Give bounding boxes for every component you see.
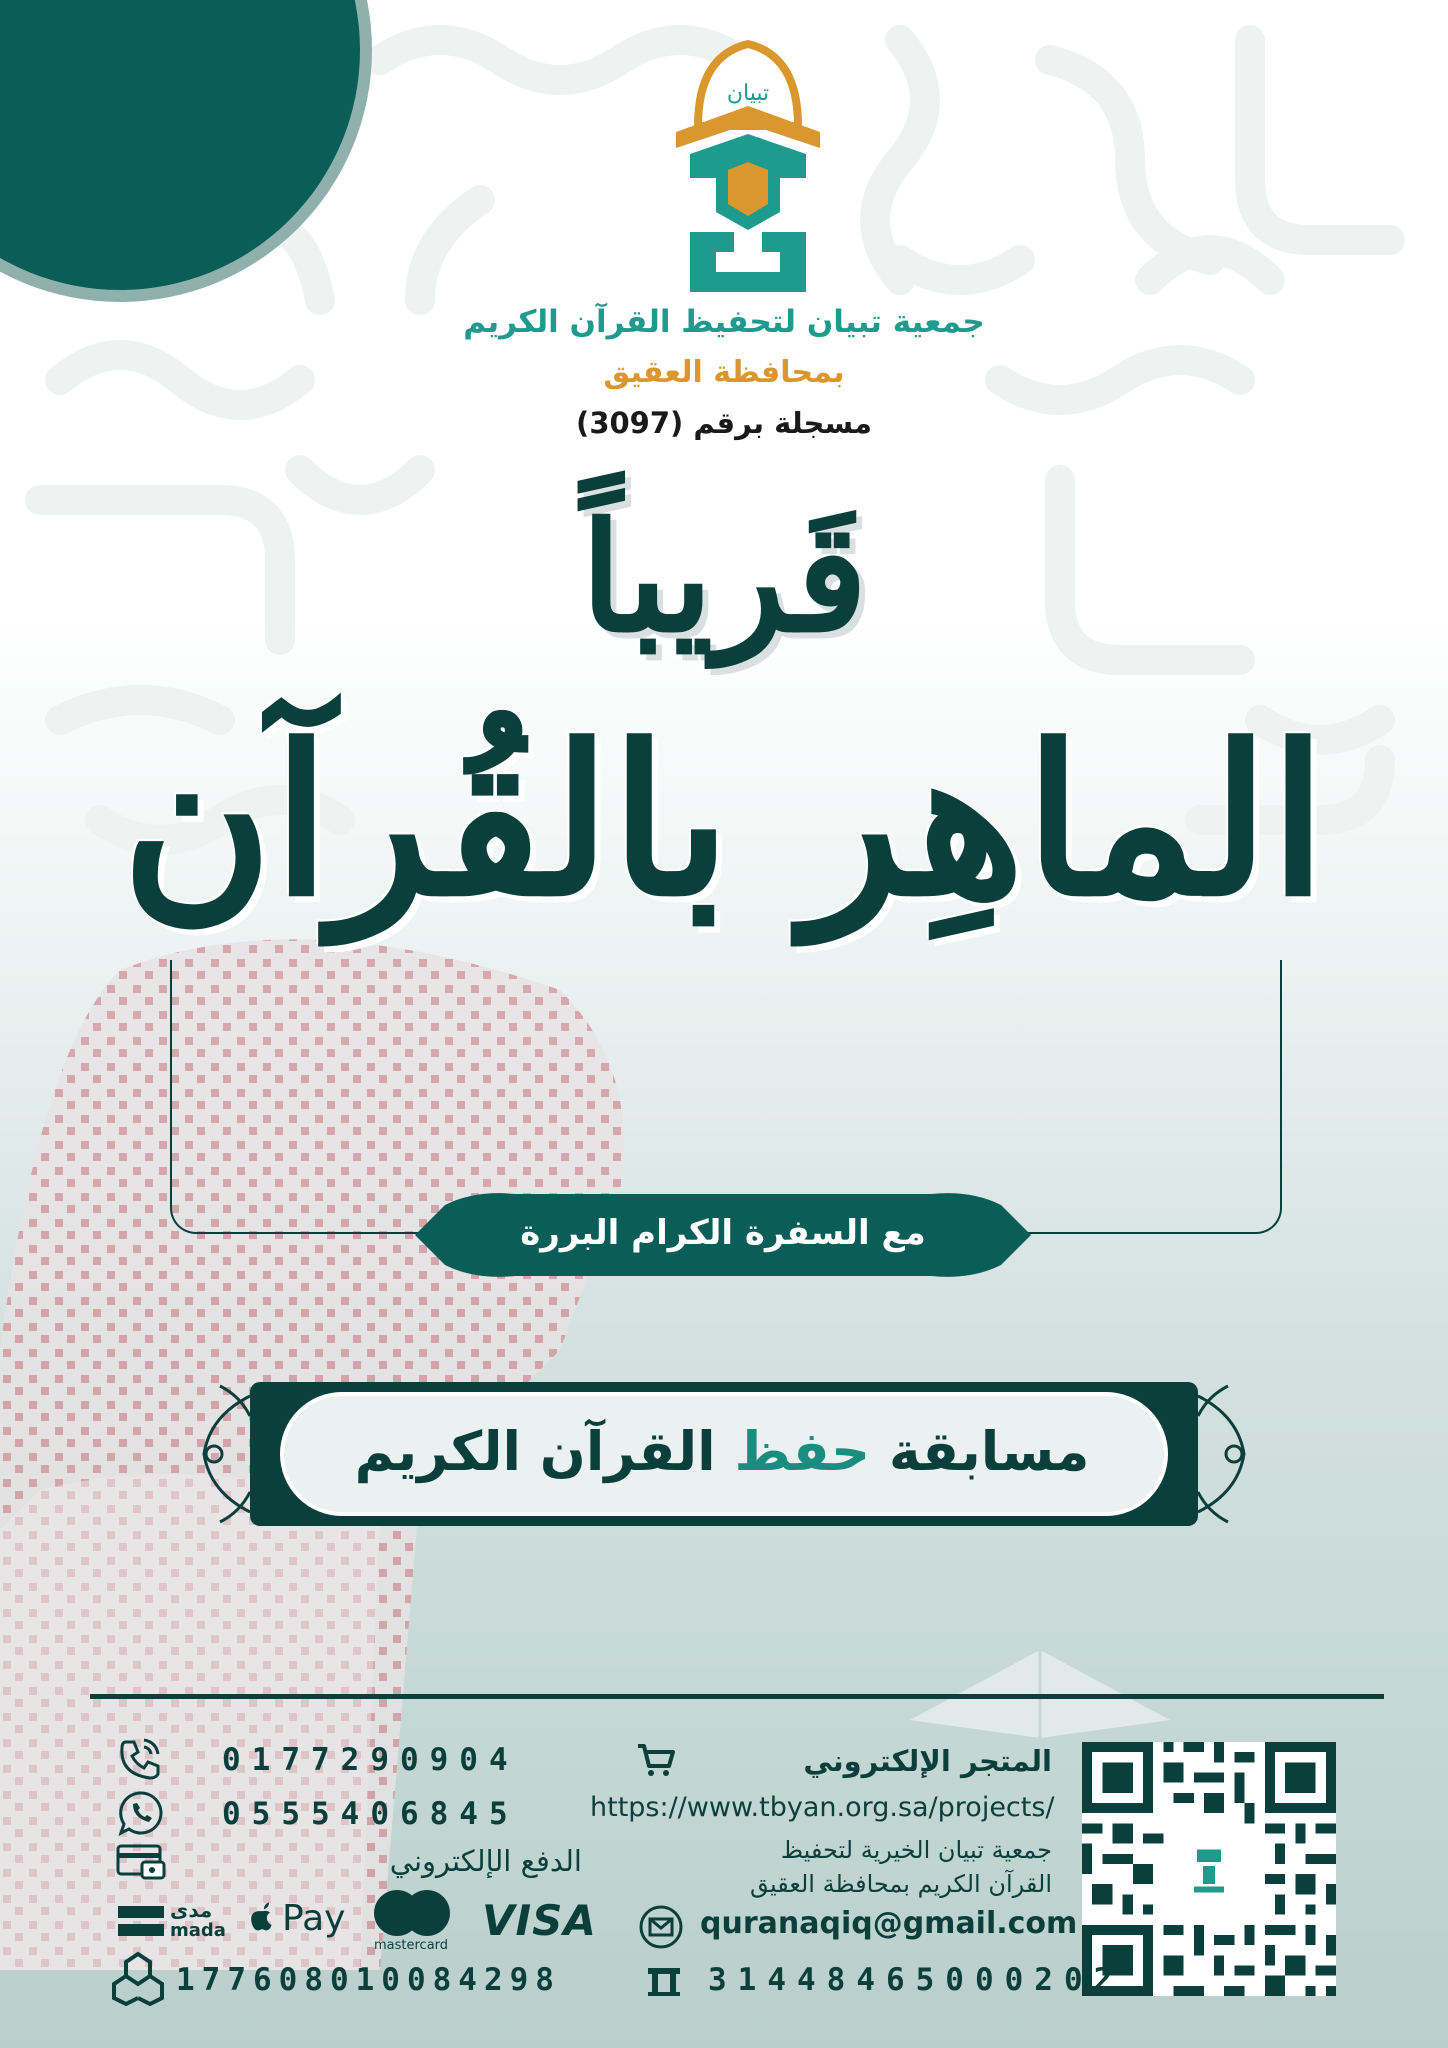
apple-pay-label: Pay <box>282 1898 346 1939</box>
mastercard-label: mastercard <box>374 1938 449 1953</box>
whatsapp-icon <box>118 1790 164 1836</box>
competition-rest: القرآن الكريم <box>354 1420 716 1483</box>
email-icon <box>638 1904 684 1950</box>
card-icon <box>116 1844 166 1880</box>
apple-icon <box>250 1902 276 1934</box>
store-url[interactable]: https://www.tbyan.org.sa/projects/ <box>590 1792 1055 1823</box>
competition-lead: مسابقة <box>888 1420 1090 1483</box>
apple-pay-logo <box>250 1896 360 1944</box>
org-province: بمحافظة العقيق <box>603 355 845 390</box>
svg-text:تبيان: تبيان <box>726 81 770 106</box>
bank-icon <box>644 1962 684 1998</box>
qr-code[interactable] <box>1082 1742 1336 1996</box>
phone-number[interactable]: 0177290904 <box>222 1742 519 1778</box>
book-illustration <box>900 1620 1180 1740</box>
soon-heading: قَريباً <box>580 490 868 666</box>
mada-en-label: mada <box>170 1920 226 1941</box>
mada-logo <box>118 1900 226 1944</box>
org-full-line2: القرآن الكريم بمحافظة العقيق <box>749 1870 1052 1898</box>
competition-highlight: حفظ <box>734 1420 871 1483</box>
payment-label: الدفع الإلكتروني <box>389 1844 582 1878</box>
store-label: المتجر الإلكتروني <box>803 1744 1052 1778</box>
cart-icon <box>636 1742 676 1778</box>
footer-divider <box>90 1694 1384 1699</box>
main-title: الماهِر بالقُرآن <box>121 700 1327 942</box>
org-full-line1: جمعية تبيان الخيرية لتحفيظ <box>780 1836 1052 1864</box>
mastercard-logo <box>372 1888 456 1958</box>
mada-ar-label: مدى <box>170 1898 213 1922</box>
account-number: 31448465000202 <box>708 1962 1124 1998</box>
subtitle: مع السفرة الكرام البررة <box>520 1213 926 1253</box>
email[interactable]: quranaqiq@gmail.com <box>700 1906 1078 1941</box>
competition-title <box>282 1420 1162 1483</box>
org-registration: مسجلة برقم (3097) <box>576 406 872 440</box>
iban-number: 177608010084298 <box>176 1962 561 1998</box>
whatsapp-number[interactable]: 0555406845 <box>222 1796 519 1832</box>
organization-logo <box>676 36 820 298</box>
org-name: جمعية تبيان لتحفيظ القرآن الكريم <box>463 304 985 340</box>
org-icon <box>108 1950 168 2006</box>
visa-logo: VISA <box>482 1896 597 1945</box>
phone-icon <box>116 1736 162 1782</box>
